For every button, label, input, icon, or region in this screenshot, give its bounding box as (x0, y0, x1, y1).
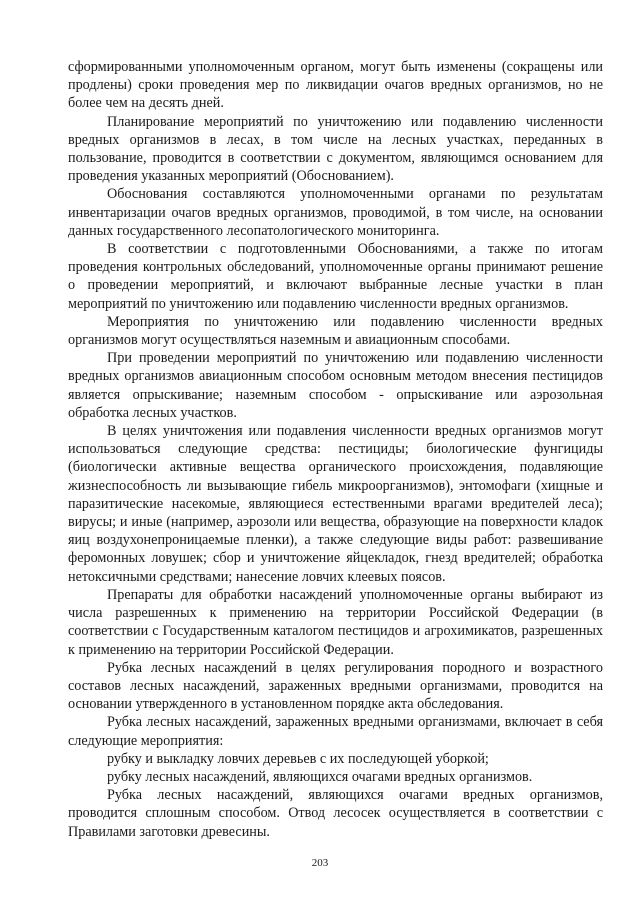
paragraph-preparations: Препараты для обработки насаждений уполномоченные органы выбирают из числа разрешенных к применению на территории Российской Федерации (в соответствии с Государственным каталогом пестицидов и агрохимикатов, разрешенных к применению на территории Российской Федерации. (68, 586, 603, 658)
paragraph-decision: В соответствии с подготовленными Обоснованиями, а также по итогам проведения контрольных обследований, уполномоченные органы принимают решение о проведении мероприятий, и включают выбранные лесные участки в план мероприятий по уничтожению или подавлению численности вредных организмов. (68, 241, 603, 312)
paragraph-felling-regulation: Рубка лесных насаждений в целях регулирования породного и возрастного составов лесных насаждений, зараженных вредными организмами, проводится на основании утвержденного в установленном порядке акта обследования. (68, 659, 603, 713)
page-number: 203 (311, 857, 329, 869)
list-item-foci-felling: рубку лесных насаждений, являющихся очагами вредных организмов. (107, 768, 533, 785)
paragraph-planning: Планирование мероприятий по уничтожению или подавлению численности вредных организмов в лесах, в том числе на лесных участках, переданных в пользование, проводится в соответствии с документом, являющимся основанием для проведения указанных мероприятий (Обоснованием). (68, 113, 603, 185)
paragraph-continuation: сформированными уполномоченным органом, могут быть изменены (сокращены или продлены) сроки проведения мер по ликвидации очагов вредных организмов, но не более чем на десять дней. (68, 59, 603, 112)
paragraph-aviation-method: При проведении мероприятий по уничтожению или подавлению численности вредных организмов авиационным способом основным методом внесения пестицидов является опрыскивание; наземным способом - опрыскивание или аэрозольная обработка лесных участков. (68, 350, 603, 421)
document-body (68, 58, 603, 841)
paragraph-justifications: Обоснования составляются уполномоченными органами по результатам инвентаризации очагов вредных организмов, проводимой, в том числе, на основании данных государственного лесопатологического мониторинга. (68, 186, 603, 239)
paragraph-means: В целях уничтожения или подавления численности вредных организмов могут использоваться следующие средства: пестициды; биологические фунгициды (биологически активные вещества органического происхождения, подавляющие жизнеспособность ли вызывающие гибель микроорганизмов), энтомофаги (хищные и паразитические насекомые, являющиеся естественными врагами вредителей леса); вирусы; и иные (например, аэрозоли или вещества, образующие на поверхности кладок яиц воздухонепроницаемые пленки), а также следующие виды работ: развешивание феромонных ловушек; сбор и уничтожение яйцекладок, гнезд вредителей; обработка нетоксичными средствами; нанесение ловчих клеевых поясов. (68, 423, 603, 585)
paragraph-methods: Мероприятия по уничтожению или подавлению численности вредных организмов могут осуществляться наземным и авиационным способами. (68, 313, 603, 349)
paragraph-clear-cutting: Рубка лесных насаждений, являющихся очагами вредных организмов, проводится сплошным способом. Отвод лесосек осуществляется в соответствии с Правилами заготовки древесины. (68, 787, 603, 840)
paragraph-felling-includes: Рубка лесных насаждений, зараженных вредными организмами, включает в себя следующие мероприятия: (68, 714, 603, 749)
list-item-trap-trees: рубку и выкладку ловчих деревьев с их последующей уборкой; (107, 750, 489, 767)
